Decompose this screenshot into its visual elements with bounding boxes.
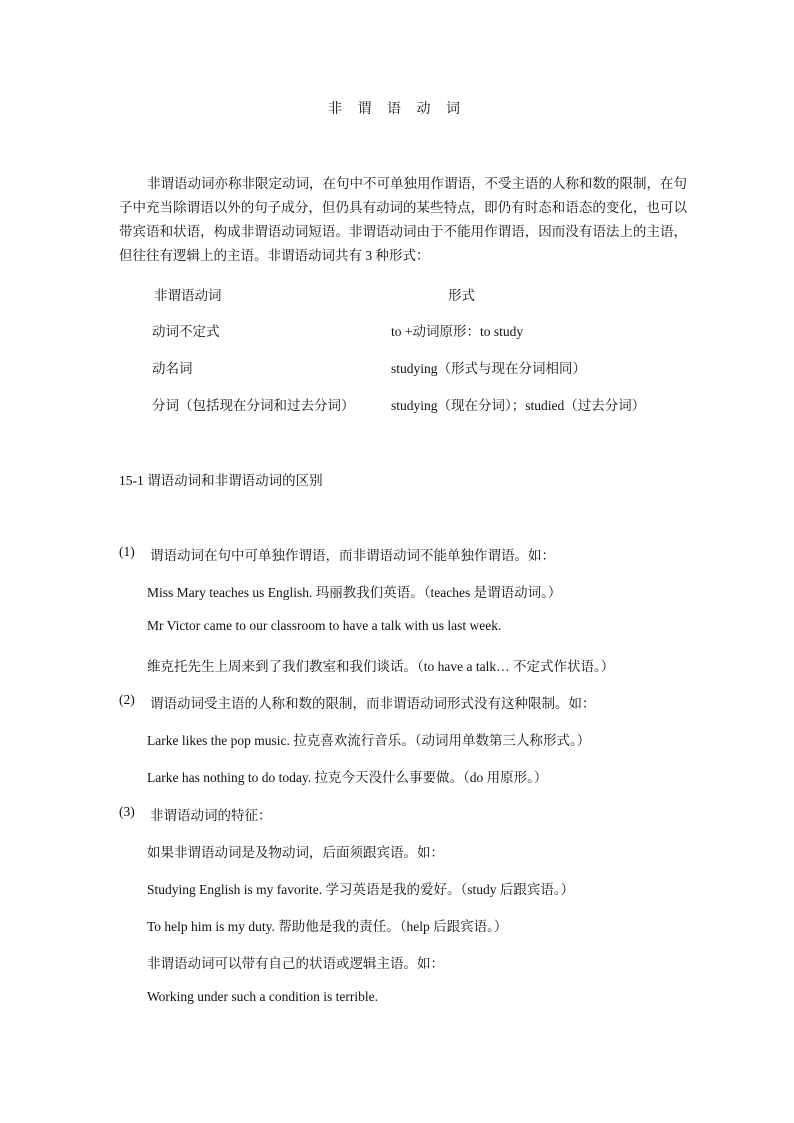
example-line: Mr Victor came to our classroom to have a talk with us last week.	[147, 618, 502, 633]
point-number: (1)	[119, 544, 135, 559]
table-header-cell: 形式	[448, 288, 475, 303]
point-number: (2)	[119, 692, 135, 707]
example-line: 非谓语动词可以带有自己的状语或逻辑主语。如：	[147, 956, 444, 971]
example-line: Larke likes the pop music. 拉克喜欢流行音乐。（动词用单数第三人称形式。）	[147, 733, 591, 748]
section-heading: 15-1 谓语动词和非谓语动词的区别	[119, 473, 323, 488]
point-number: (3)	[119, 804, 135, 819]
table-cell: to +动词原形：to study	[391, 324, 524, 339]
example-line: 如果非谓语动词是及物动词，后面须跟宾语。如：	[147, 845, 444, 860]
table-header-cell: 非谓语动词	[154, 288, 222, 303]
intro-paragraph: 非谓语动词亦称非限定动词，在句中不可单独用作谓语，不受主语的人称和数的限制，在句子中充当除谓语以外的句子成分，但仍具有动词的某些特点，即仍有时态和语态的变化，也可以带宾语和状语，构成非谓语动词短语。非谓语动词由于不能用作谓语，因而没有语法上的主语，但往往有逻辑上的主语。非谓语动词共有 3 种形式：	[119, 176, 687, 263]
point-text: 谓语动词受主语的人称和数的限制，而非谓语动词形式没有这种限制。如：	[150, 696, 596, 711]
example-line: 维克托先生上周来到了我们教室和我们谈话。（to have a talk… 不定式作状语。）	[147, 659, 615, 674]
example-line: Working under such a condition is terrible.	[147, 989, 378, 1004]
table-cell: 动名词	[152, 361, 193, 376]
example-line: Studying English is my favorite. 学习英语是我的爱好。（study 后跟宾语。）	[147, 882, 575, 897]
example-line: Miss Mary teaches us English. 玛丽教我们英语。（teaches 是谓语动词。）	[147, 585, 562, 600]
point-text: 谓语动词在句中可单独作谓语，而非谓语动词不能单独作谓语。如：	[150, 548, 555, 563]
example-line: To help him is my duty. 帮助他是我的责任。（help 后跟宾语。）	[147, 919, 508, 934]
document-title: 非 谓 语 动 词	[328, 102, 466, 117]
point-text: 非谓语动词的特征：	[150, 808, 272, 823]
table-row	[0, 320, 794, 340]
table-row	[0, 357, 794, 377]
example-line: Larke has nothing to do today. 拉克今天没什么事要做。（do 用原形。）	[147, 770, 548, 785]
table-row	[0, 394, 794, 414]
table-cell: 分词（包括现在分词和过去分词）	[152, 398, 355, 413]
table-header-row	[0, 284, 794, 304]
table-cell: 动词不定式	[152, 324, 220, 339]
table-cell: studying（形式与现在分词相同）	[391, 361, 587, 376]
table-cell: studying（现在分词）；studied（过去分词）	[391, 398, 646, 413]
